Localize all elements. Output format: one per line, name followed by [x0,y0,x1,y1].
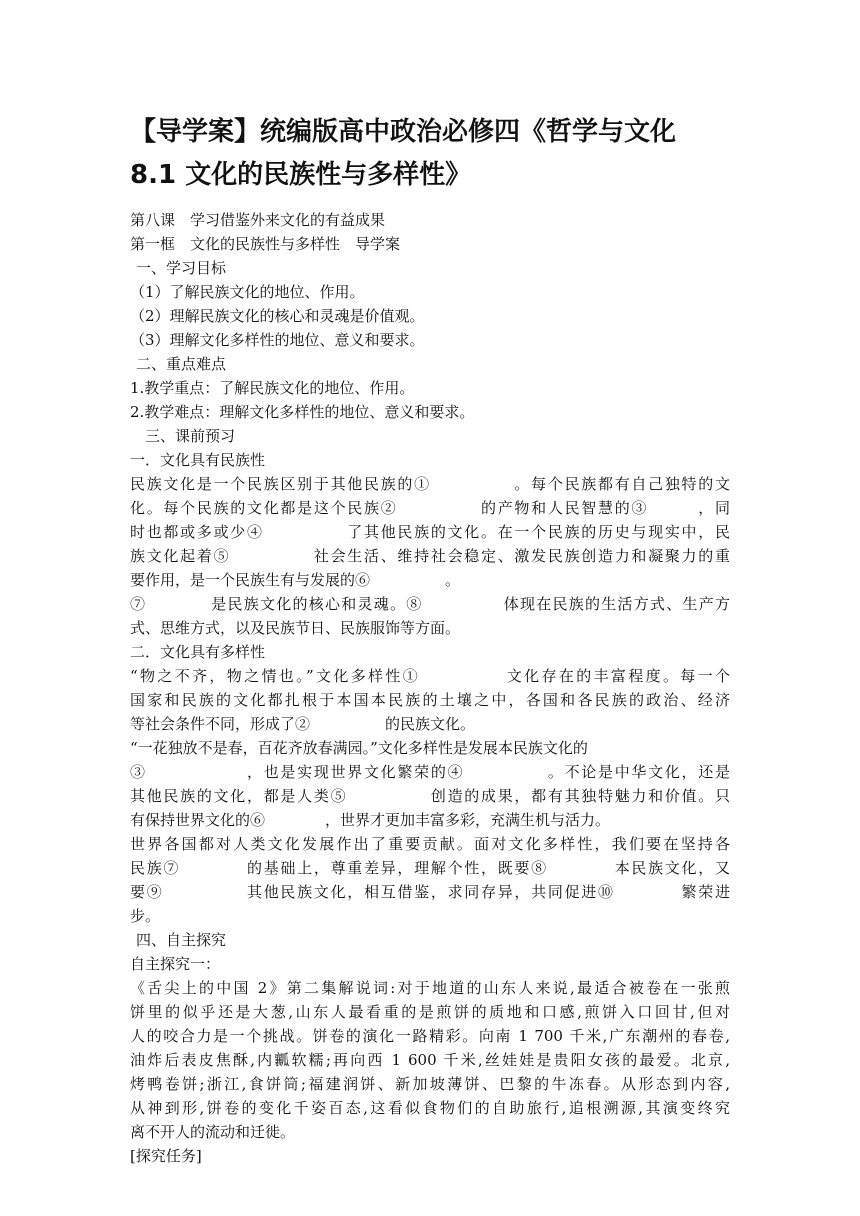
paragraph-line: 民族文化是一个民族区别于其他民族的① 。每个民族都有自己独特的文 [130,475,730,493]
inquiry-text-line: 《舌尖上的中国 2》第二集解说词:对于地道的山东人来说,最适合被卷在一张煎 [130,979,730,997]
lesson-heading: 第八课 学习借鉴外来文化的有益成果 [130,211,386,229]
document-title: 【导学案】统编版高中政治必修四《哲学与文化 8.1 文化的民族性与多样性》 [130,117,677,190]
inquiry-text-line: 离不开人的流动和迁徙。 [130,1123,296,1141]
paragraph-line: ⑦ 是民族文化的核心和灵魂。⑧ 体现在民族的生活方式、生产方 [130,595,730,613]
inquiry-text-line: 人的咬合力是一个挑战。饼卷的演化一路精彩。向南 1 700 千米,广东潮州的春卷, [130,1027,730,1045]
heading-learning-goals: 一、学习目标 [136,259,227,277]
inquiry-text-line: 饼里的似乎还是大葱,山东人最看重的是煎饼的质地和口感,煎饼入口回甘,但对 [130,1003,730,1021]
paragraph-line: 步。 [130,907,161,925]
inquiry-text-line: 油炸后表皮焦酥,内瓤软糯;再向西 1 600 千米,丝娃娃是贵阳女孩的最爱。北京, [130,1051,730,1069]
paragraph-line: 式、思维方式，以及民族节日、民族服饰等方面。 [130,619,461,637]
paragraph-line: ③ ，也是实现世界文化繁荣的④ 。不论是中华文化，还是 [130,763,730,781]
inquiry-task-label: [探究任务] [130,1147,202,1165]
paragraph-line: 族文化起着⑤ 社会生活、维持社会稳定、激发民族创造力和凝聚力的重 [130,547,730,565]
heading-preview: 三、课前预习 [145,427,236,445]
paragraph-line: 民族⑦ 的基础上，尊重差异，理解个性，既要⑧ 本民族文化，又 [130,859,730,877]
paragraph-line: “一花独放不是春，百花齐放春满园。”文化多样性是发展本民族文化的 [130,739,588,757]
paragraph-line: 国家和民族的文化都扎根于本国本民族的土壤之中，各国和各民族的政治、经济 [130,691,730,709]
difficult-point: 2.教学难点：理解文化多样性的地位、意义和要求。 [130,403,475,421]
section-heading: 第一框 文化的民族性与多样性 导学案 [130,235,401,253]
subheading-ethnicity: 一．文化具有民族性 [130,451,266,469]
inquiry-label: 自主探究一： [130,955,221,973]
paragraph-line: “物之不齐，物之情也。”文化多样性① 文化存在的丰富程度。每一个 [130,667,730,685]
goal-item-3: （3）理解文化多样性的地位、意义和要求。 [130,331,425,349]
paragraph-line: 要作用，是一个民族生有与发展的⑥ 。 [130,571,461,589]
goal-item-1: （1）了解民族文化的地位、作用。 [130,283,365,301]
inquiry-text-line: 烤鸭卷饼;浙江,食饼筒;福建润饼、新加坡薄饼、巴黎的牛冻春。从形态到内容, [130,1075,730,1093]
paragraph-line: 化。每个民族的文化都是这个民族② 的产物和人民智慧的③ ，同 [130,499,730,517]
goal-item-2: （2）理解民族文化的核心和灵魂是价值观。 [130,307,425,325]
inquiry-text-line: 从神到形,饼卷的变化千姿百态,这看似食物们的自助旅行,追根溯源,其演变终究 [130,1099,730,1117]
paragraph-line: 其他民族的文化，都是人类⑤ 创造的成果，都有其独特魅力和价值。只 [130,787,730,805]
heading-key-points: 二、重点难点 [136,355,227,373]
paragraph-line: 时也都或多或少④ 了其他民族的文化。在一个民族的历史与现实中，民 [130,523,730,541]
paragraph-line: 有保持世界文化的⑥ ，世界才更加丰富多彩，充满生机与活力。 [130,811,611,829]
paragraph-line: 等社会条件不同，形成了② 的民族文化。 [130,715,476,733]
subheading-diversity: 二．文化具有多样性 [130,643,266,661]
key-point: 1.教学重点：了解民族文化的地位、作用。 [130,379,415,397]
heading-self-inquiry: 四、自主探究 [136,931,227,949]
paragraph-line: 要⑨ 其他民族文化，相互借鉴，求同存异，共同促进⑩ 繁荣进 [130,883,730,901]
paragraph-line: 世界各国都对人类文化发展作出了重要贡献。面对文化多样性，我们要在坚持各 [130,835,730,853]
